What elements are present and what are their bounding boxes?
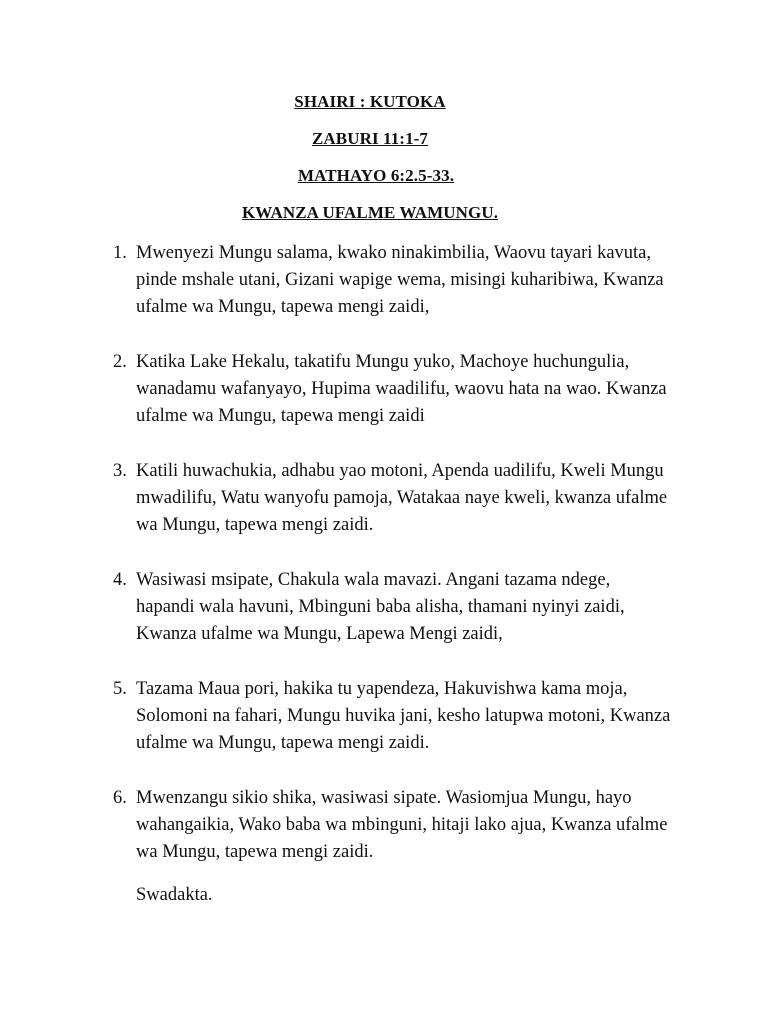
verse-item	[113, 567, 673, 648]
verse-number: 2.	[113, 352, 127, 372]
heading-block	[0, 92, 768, 240]
verse-item	[113, 458, 673, 539]
verse-number: 6.	[113, 788, 127, 808]
verse-text: Wasiwasi msipate, Chakula wala mavazi. Angani tazama ndege, hapandi wala havuni, Mbinguni baba alisha, thamani nyinyi zaidi, Kwanza ufalme wa Mungu, Lapewa Mengi zaidi,	[136, 570, 625, 644]
verse-item	[113, 785, 673, 866]
verse-text: Katika Lake Hekalu, takatifu Mungu yuko, Machoye huchungulia, wanadamu wafanyayo, Hupima waadilifu, waovu hata na wao. Kwanza ufalme wa Mungu, tapewa mengi zaidi	[136, 352, 667, 426]
verse-text: Mwenzangu sikio shika, wasiwasi sipate. Wasiomjua Mungu, hayo wahangaikia, Wako baba wa mbinguni, hitaji lako ajua, Kwanza ufalme wa Mungu, tapewa mengi zaidi.	[136, 788, 668, 862]
verse-number: 5.	[113, 679, 127, 699]
verse-number: 3.	[113, 461, 127, 481]
verse-item	[113, 349, 673, 430]
scripture-reference-matthew: MATHAYO 6:2.5-33.	[297, 166, 455, 185]
verse-item	[113, 676, 673, 757]
poem-title: SHAIRI : KUTOKA	[294, 92, 446, 111]
verse-text: Katili huwachukia, adhabu yao motoni, Apenda uadilifu, Kweli Mungu mwadilifu, Watu wanyofu pamoja, Watakaa naye kweli, kwanza ufalme wa Mungu, tapewa mengi zaidi.	[136, 461, 668, 535]
scripture-reference-psalm: ZABURI 11:1-7	[311, 129, 429, 148]
verse-number: 1.	[113, 243, 127, 263]
verse-item	[113, 240, 673, 321]
verse-number: 4.	[113, 570, 127, 590]
closing-word: Swadakta.	[136, 885, 213, 905]
verse-list	[113, 240, 673, 894]
verse-text: Mwenyezi Mungu salama, kwako ninakimbilia, Waovu tayari kavuta, pinde mshale utani, Gizani wapige wema, misingi kuharibiwa, Kwanza ufalme wa Mungu, tapewa mengi zaidi,	[136, 243, 664, 317]
verse-text: Tazama Maua pori, hakika tu yapendeza, Hakuvishwa kama moja, Solomoni na fahari, Mungu huvika jani, kesho latupwa motoni, Kwanza ufalme wa Mungu, tapewa mengi zaidi.	[136, 679, 671, 753]
poem-subtitle: KWANZA UFALME WAMUNGU.	[241, 203, 499, 222]
